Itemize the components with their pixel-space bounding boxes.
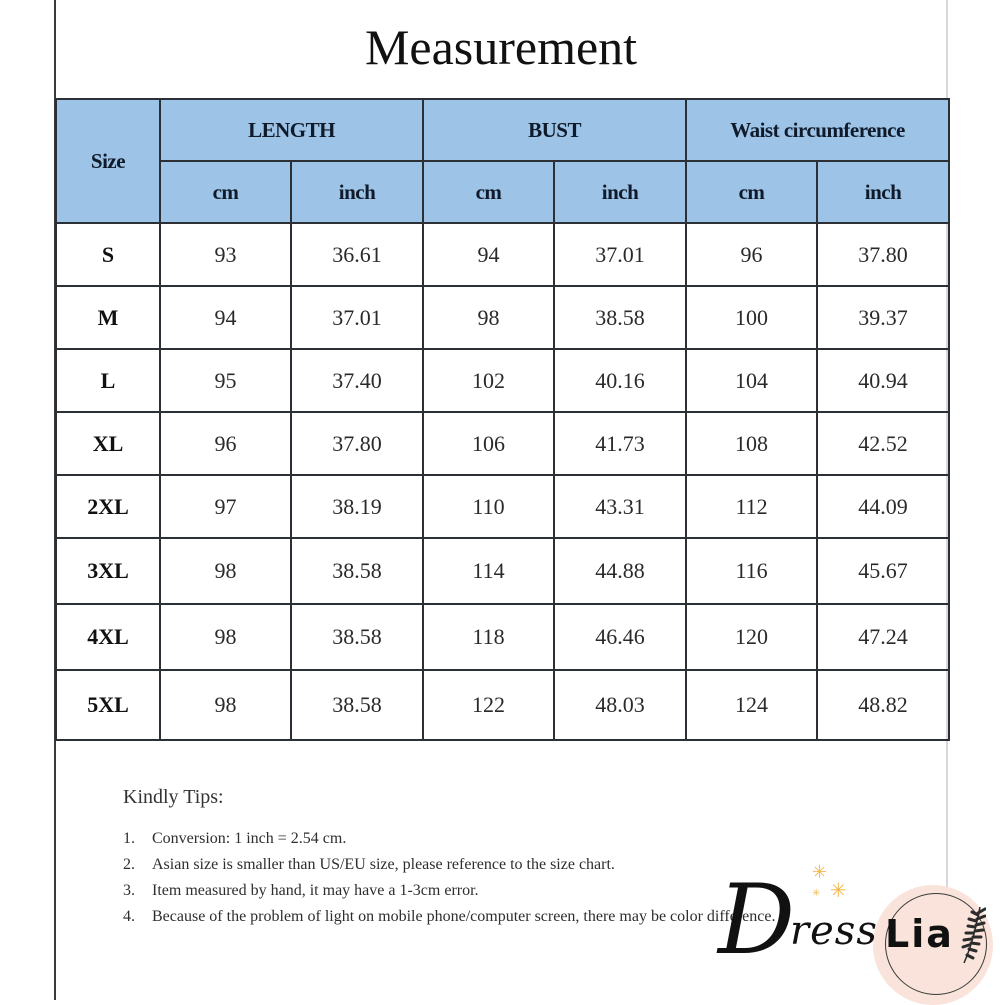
leaf-icon bbox=[958, 905, 986, 965]
tip-text: Asian size is smaller than US/EU size, please reference to the size chart. bbox=[152, 856, 615, 873]
bust-cm-cell: 94 bbox=[423, 223, 554, 286]
size-cell: 5XL bbox=[56, 670, 160, 740]
tip-number: 3. bbox=[123, 882, 135, 899]
tip-item bbox=[123, 878, 783, 904]
table-row bbox=[56, 349, 949, 412]
length-cm-cell: 98 bbox=[160, 604, 291, 670]
table-row bbox=[56, 538, 949, 604]
bust-cm-cell: 118 bbox=[423, 604, 554, 670]
waist-inch-cell: 39.37 bbox=[817, 286, 949, 349]
waist-cm-cell: 108 bbox=[686, 412, 817, 475]
tip-item bbox=[123, 852, 783, 878]
logo-script-initial: D bbox=[718, 864, 795, 976]
length-inch-cell: 38.58 bbox=[291, 538, 423, 604]
tip-text: Because of the problem of light on mobile phone/computer screen, there may be color difference. bbox=[152, 908, 776, 925]
size-cell: 3XL bbox=[56, 538, 160, 604]
bust-cm-header: cm bbox=[423, 161, 554, 223]
length-inch-cell: 38.58 bbox=[291, 670, 423, 740]
sparkle-icon: ✳ bbox=[812, 862, 828, 883]
tip-item bbox=[123, 826, 783, 852]
logo-bold-text: Lia bbox=[885, 912, 954, 956]
waist-inch-cell: 40.94 bbox=[817, 349, 949, 412]
waist-cm-cell: 116 bbox=[686, 538, 817, 604]
waist-inch-cell: 47.24 bbox=[817, 604, 949, 670]
logo-script-text: ress bbox=[790, 908, 878, 954]
bust-inch-cell: 48.03 bbox=[554, 670, 686, 740]
length-inch-cell: 36.61 bbox=[291, 223, 423, 286]
bust-cm-cell: 98 bbox=[423, 286, 554, 349]
bust-cm-cell: 106 bbox=[423, 412, 554, 475]
waist-cm-cell: 100 bbox=[686, 286, 817, 349]
bust-inch-cell: 40.16 bbox=[554, 349, 686, 412]
tips-title: Kindly Tips: bbox=[123, 786, 224, 808]
length-inch-cell: 37.40 bbox=[291, 349, 423, 412]
table-row bbox=[56, 223, 949, 286]
size-cell: 2XL bbox=[56, 475, 160, 538]
size-cell: M bbox=[56, 286, 160, 349]
size-cell: 4XL bbox=[56, 604, 160, 670]
size-cell: S bbox=[56, 223, 160, 286]
table-row bbox=[56, 604, 949, 670]
waist-cm-cell: 112 bbox=[686, 475, 817, 538]
length-inch-cell: 38.19 bbox=[291, 475, 423, 538]
waist-inch-cell: 45.67 bbox=[817, 538, 949, 604]
size-column-header: Size bbox=[56, 99, 160, 223]
bust-inch-cell: 37.01 bbox=[554, 223, 686, 286]
table-row bbox=[56, 475, 949, 538]
bust-inch-cell: 43.31 bbox=[554, 475, 686, 538]
waist-cm-cell: 96 bbox=[686, 223, 817, 286]
bust-inch-cell: 46.46 bbox=[554, 604, 686, 670]
tip-number: 2. bbox=[123, 856, 135, 873]
length-cm-cell: 96 bbox=[160, 412, 291, 475]
length-cm-cell: 98 bbox=[160, 538, 291, 604]
length-inch-cell: 37.80 bbox=[291, 412, 423, 475]
table-row bbox=[56, 286, 949, 349]
bust-cm-cell: 122 bbox=[423, 670, 554, 740]
waist-cm-cell: 124 bbox=[686, 670, 817, 740]
waist-inch-cell: 44.09 bbox=[817, 475, 949, 538]
length-cm-cell: 97 bbox=[160, 475, 291, 538]
length-cm-cell: 98 bbox=[160, 670, 291, 740]
length-inch-cell: 38.58 bbox=[291, 604, 423, 670]
header-row-groups bbox=[56, 99, 949, 161]
tip-item bbox=[123, 904, 783, 930]
tip-text: Conversion: 1 inch = 2.54 cm. bbox=[152, 830, 347, 847]
waist-inch-header: inch bbox=[817, 161, 949, 223]
bust-inch-cell: 38.58 bbox=[554, 286, 686, 349]
bust-inch-cell: 41.73 bbox=[554, 412, 686, 475]
bust-inch-header: inch bbox=[554, 161, 686, 223]
waist-cm-cell: 104 bbox=[686, 349, 817, 412]
size-cell: L bbox=[56, 349, 160, 412]
bust-cm-cell: 110 bbox=[423, 475, 554, 538]
header-row-units bbox=[56, 161, 949, 223]
length-cm-cell: 93 bbox=[160, 223, 291, 286]
bust-cm-cell: 102 bbox=[423, 349, 554, 412]
waist-cm-header: cm bbox=[686, 161, 817, 223]
waist-group-header: Waist circumference bbox=[686, 99, 949, 161]
waist-inch-cell: 42.52 bbox=[817, 412, 949, 475]
tip-number: 4. bbox=[123, 908, 135, 925]
waist-inch-cell: 48.82 bbox=[817, 670, 949, 740]
length-group-header: LENGTH bbox=[160, 99, 423, 161]
waist-cm-cell: 120 bbox=[686, 604, 817, 670]
length-inch-header: inch bbox=[291, 161, 423, 223]
sparkle-icon: ✳ bbox=[812, 888, 821, 899]
length-cm-header: cm bbox=[160, 161, 291, 223]
tip-text: Item measured by hand, it may have a 1-3cm error. bbox=[152, 882, 479, 899]
sparkle-icon: ✳ bbox=[830, 878, 847, 902]
tip-number: 1. bbox=[123, 830, 135, 847]
bust-inch-cell: 44.88 bbox=[554, 538, 686, 604]
tips-list bbox=[123, 826, 783, 930]
bust-group-header: BUST bbox=[423, 99, 686, 161]
length-inch-cell: 37.01 bbox=[291, 286, 423, 349]
table-row bbox=[56, 412, 949, 475]
length-cm-cell: 94 bbox=[160, 286, 291, 349]
size-chart-table bbox=[55, 98, 950, 741]
page-title: Measurement bbox=[364, 19, 638, 75]
size-cell: XL bbox=[56, 412, 160, 475]
table-row bbox=[56, 670, 949, 740]
waist-inch-cell: 37.80 bbox=[817, 223, 949, 286]
bust-cm-cell: 114 bbox=[423, 538, 554, 604]
length-cm-cell: 95 bbox=[160, 349, 291, 412]
